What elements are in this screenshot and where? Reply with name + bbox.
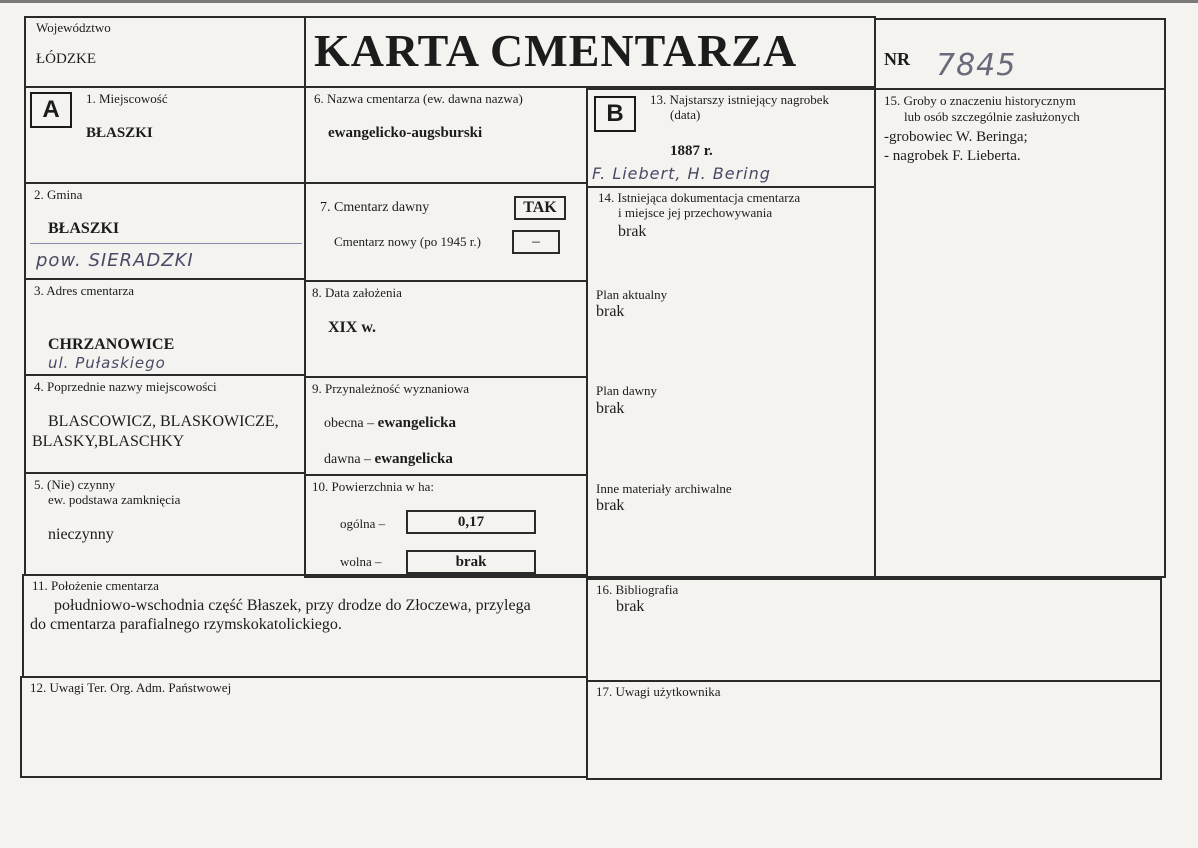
field-15-label-line2: lub osób szczególnie zasłużonych: [904, 109, 1080, 124]
field-8-cell: [304, 280, 588, 378]
field-2-label: 2. Gmina: [34, 187, 83, 202]
field-16-label: 16. Bibliografia: [596, 582, 679, 597]
field-7-cell: [304, 182, 588, 282]
field-16-cell: [586, 578, 1162, 682]
field-4-value-line2: BLASKY,BLASCHKY: [32, 433, 185, 450]
field-15-value-line2: - nagrobek F. Lieberta.: [884, 148, 1021, 164]
field-1-value: BŁASZKI: [86, 125, 153, 141]
field-13-cell: [586, 88, 876, 188]
wojewodztwo-label: Województwo: [36, 20, 111, 35]
field-17-label: 17. Uwagi użytkownika: [596, 684, 721, 699]
field-12-label: 12. Uwagi Ter. Org. Adm. Państwowej: [30, 680, 232, 695]
field-11-value-line2: do cmentarza parafialnego rzymskokatolickiego.: [30, 616, 342, 633]
field-5-cell: [24, 472, 306, 576]
title-cell: [304, 16, 876, 88]
nr-value: 7845: [936, 48, 1017, 83]
field-1-cell: [24, 86, 306, 184]
field-3-label: 3. Adres cmentarza: [34, 283, 134, 298]
field-3-handwriting: ul. Pułaskiego: [48, 354, 166, 372]
wojewodztwo-cell: [24, 16, 306, 88]
field-10-free-value: brak: [406, 550, 536, 574]
field-6-cell: [304, 86, 588, 184]
page-title: KARTA CMENTARZA: [314, 25, 798, 76]
field-4-value-line1: BLASCOWICZ, BLASKOWICZE,: [48, 413, 279, 430]
field-2-handwriting: pow. SIERADZKI: [36, 250, 194, 271]
field-15-label-line1: 15. Groby o znaczeniu historycznym: [884, 93, 1076, 108]
field-2-cell: [24, 182, 306, 280]
field-15-cell: [874, 88, 1166, 578]
other-materials-label: Inne materiały archiwalne: [596, 481, 732, 496]
field-9-label: 9. Przynależność wyznaniowa: [312, 381, 470, 396]
field-8-label: 8. Data założenia: [312, 285, 402, 300]
wojewodztwo-value: ŁÓDZKE: [36, 51, 96, 67]
field-13-value: 1887 r.: [670, 143, 713, 159]
field-12-cell: [20, 676, 588, 778]
field-9-former: [324, 452, 453, 467]
plan-current-label: Plan aktualny: [596, 287, 668, 302]
plan-former-value: brak: [596, 400, 625, 417]
nr-label: NR: [884, 49, 910, 69]
nr-cell: [874, 18, 1166, 90]
field-7-value-new: –: [512, 230, 560, 254]
field-14-label-line2: i miejsce jej przechowywania: [618, 205, 773, 220]
other-materials-value: brak: [596, 497, 625, 514]
field-6-value: ewangelicko-augsburski: [328, 125, 483, 141]
field-4-label: 4. Poprzednie nazwy miejscowości: [34, 379, 217, 394]
scan-top-edge: [0, 0, 1198, 3]
field-5-value: nieczynny: [48, 526, 114, 543]
field-11-value-line1: południowo-wschodnia część Błaszek, przy drodze do Złoczewa, przylega: [54, 597, 531, 614]
field-14-value: brak: [618, 223, 647, 240]
field-17-cell: [586, 680, 1162, 780]
field-2-underline: [30, 243, 302, 244]
field-10-total-value: 0,17: [406, 510, 536, 534]
field-4-cell: [24, 374, 306, 474]
field-15-value-line1: -grobowiec W. Beringa;: [884, 129, 1028, 145]
field-7-value-old: TAK: [514, 196, 566, 220]
field-9-former-value: ewangelicka: [374, 451, 453, 467]
plan-former-label: Plan dawny: [596, 383, 658, 398]
section-b-marker: B: [594, 96, 636, 132]
field-10-free-label: wolna –: [340, 554, 382, 569]
field-10-total-label: ogólna –: [340, 516, 386, 531]
field-14-label-line1: 14. Istniejąca dokumentacja cmentarza: [598, 190, 801, 205]
field-7-label-new: Cmentarz nowy (po 1945 r.): [334, 234, 481, 249]
section-a-marker: A: [30, 92, 72, 128]
field-10-cell: [304, 474, 588, 578]
field-3-cell: [24, 278, 306, 376]
plan-current-value: brak: [596, 303, 625, 320]
field-11-cell: [22, 574, 588, 678]
field-9-current: [324, 416, 456, 431]
field-13-label-line1: 13. Najstarszy istniejący nagrobek: [650, 92, 830, 107]
field-9-former-prefix: dawna –: [324, 452, 375, 467]
field-16-value: brak: [616, 598, 645, 615]
field-3-value: CHRZANOWICE: [48, 336, 175, 353]
field-9-current-prefix: obecna –: [324, 416, 378, 431]
field-13-label-line2: (data): [670, 107, 701, 122]
field-10-label: 10. Powierzchnia w ha:: [312, 479, 435, 494]
field-2-value: BŁASZKI: [48, 220, 120, 237]
field-14-cell: [586, 186, 876, 578]
field-11-label: 11. Położenie cmentarza: [32, 578, 159, 593]
field-8-value: XIX w.: [328, 319, 377, 336]
field-9-cell: [304, 376, 588, 476]
field-13-handwriting: F. Liebert, H. Bering: [592, 164, 771, 183]
field-1-label: 1. Miejscowość: [86, 91, 168, 106]
field-7-label-old: 7. Cmentarz dawny: [320, 200, 430, 215]
field-6-label: 6. Nazwa cmentarza (ew. dawna nazwa): [314, 91, 523, 106]
field-9-current-value: ewangelicka: [377, 415, 456, 431]
field-5-label-line2: ew. podstawa zamknięcia: [48, 492, 181, 507]
field-5-label-line1: 5. (Nie) czynny: [34, 477, 116, 492]
